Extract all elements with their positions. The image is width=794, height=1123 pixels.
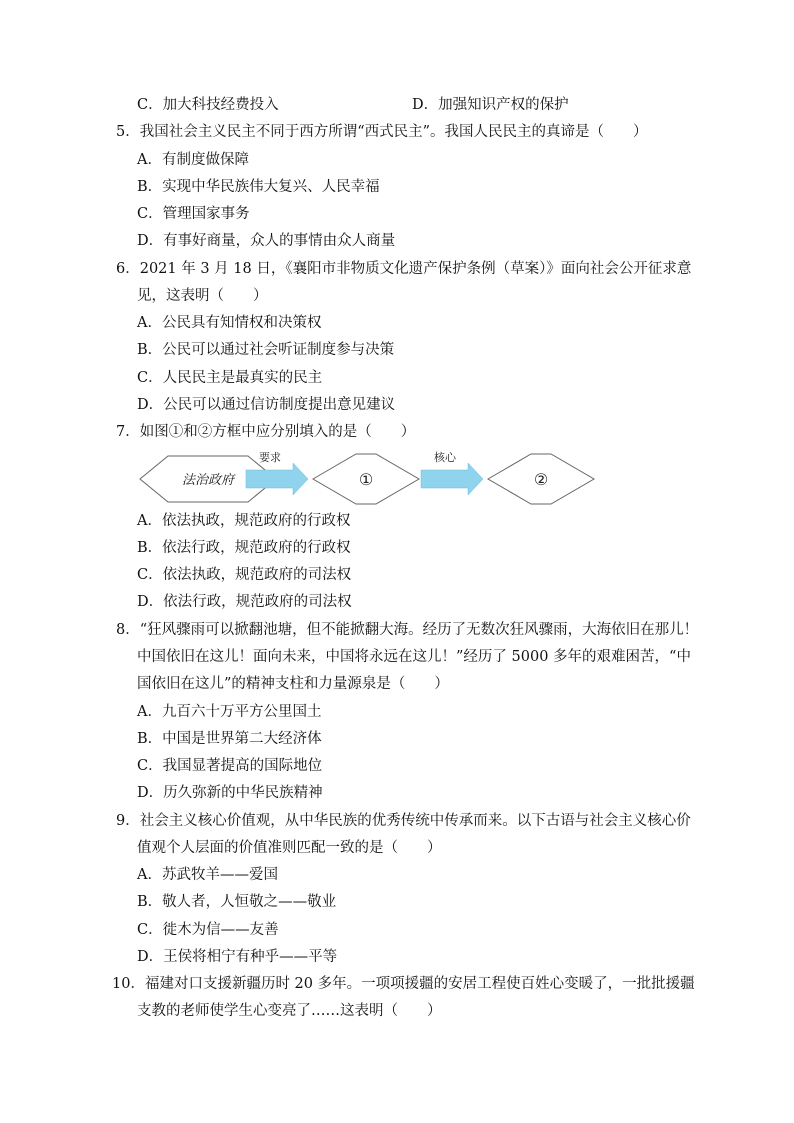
diagram-arrow-1-label: 要求 xyxy=(259,451,281,464)
q5-option-d: D．有事好商量，众人的事情由众人商量 xyxy=(137,233,396,249)
q4-option-d: D．加强知识产权的保护 xyxy=(412,97,569,113)
q9-option-d: D．王侯将相宁有种乎——平等 xyxy=(137,949,338,965)
diagram-box-1-label: 法治政府 xyxy=(181,473,235,488)
question-10-line1: 10．福建对口支援新疆历时 20 多年。一项项援疆的安居工程使百姓心变暖了，一批批援疆 xyxy=(112,976,695,992)
q4-option-c: C．加大科技经费投入 xyxy=(137,97,279,113)
q8-option-c: C．我国显著提高的国际地位 xyxy=(137,758,323,774)
q7-option-b: B．依法行政，规范政府的行政权 xyxy=(137,540,351,556)
q8-option-b: B．中国是世界第二大经济体 xyxy=(137,731,322,747)
q5-option-a: A．有制度做保障 xyxy=(137,152,249,168)
question-6-line1: 6．2021 年 3 月 18 日，《襄阳市非物质文化遗产保护条例（草案）》面向社会公开征求意 xyxy=(116,261,692,277)
diagram-box-3-label: ② xyxy=(533,470,549,489)
q7-option-c: C．依法执政，规范政府的司法权 xyxy=(137,567,352,583)
question-7: 7．如图①和②方框中应分别填入的是（ ） xyxy=(116,424,416,440)
diagram-arrow-2-label: 核心 xyxy=(434,451,456,464)
q9-option-b: B．敬人者，人恒敬之——敬业 xyxy=(137,894,337,910)
question-8-line3: 国依旧在这儿”的精神支柱和力量源泉是（ ） xyxy=(137,676,449,692)
q9-option-c: C．徙木为信——友善 xyxy=(137,922,279,938)
q6-option-a: A．公民具有知情权和决策权 xyxy=(137,315,322,331)
flow-diagram xyxy=(138,448,598,510)
question-6-line2: 见，这表明（ ） xyxy=(137,288,268,304)
question-5: 5．我国社会主义民主不同于西方所谓“西式民主”。我国人民民主的真谛是（ ） xyxy=(116,124,648,140)
q6-option-d: D．公民可以通过信访制度提出意见建议 xyxy=(137,397,396,413)
q5-option-c: C．管理国家事务 xyxy=(137,206,250,222)
diagram-box-2-label: ① xyxy=(358,470,374,489)
question-10-line2: 支教的老师使学生心变亮了……这表明（ ） xyxy=(137,1003,442,1019)
q9-option-a: A．苏武牧羊——爱国 xyxy=(137,867,278,883)
question-8-line1: 8．“狂风骤雨可以掀翻池塘，但不能掀翻大海。经历了无数次狂风骤雨，大海依旧在那儿！ xyxy=(116,622,699,638)
q7-option-d: D．依法行政，规范政府的司法权 xyxy=(137,594,352,610)
diagram-arrow-2 xyxy=(421,463,483,495)
question-9-line1: 9．社会主义核心价值观，从中华民族的优秀传统中传承而来。以下古语与社会主义核心价 xyxy=(116,813,691,829)
q6-option-b: B．公民可以通过社会听证制度参与决策 xyxy=(137,342,395,358)
question-9-line2: 值观个人层面的价值准则匹配一致的是（ ） xyxy=(137,840,442,856)
q8-option-a: A．九百六十万平方公里国土 xyxy=(137,704,322,720)
q7-option-a: A．依法执政，规范政府的行政权 xyxy=(137,513,351,529)
question-8-line2: 中国依旧在这儿！面向未来，中国将永远在这儿！”经历了 5000 多年的艰难困苦，“中 xyxy=(137,649,691,665)
q6-option-c: C．人民民主是最真实的民主 xyxy=(137,370,323,386)
q5-option-b: B．实现中华民族伟大复兴、人民幸福 xyxy=(137,179,380,195)
q8-option-d: D．历久弥新的中华民族精神 xyxy=(137,785,323,801)
